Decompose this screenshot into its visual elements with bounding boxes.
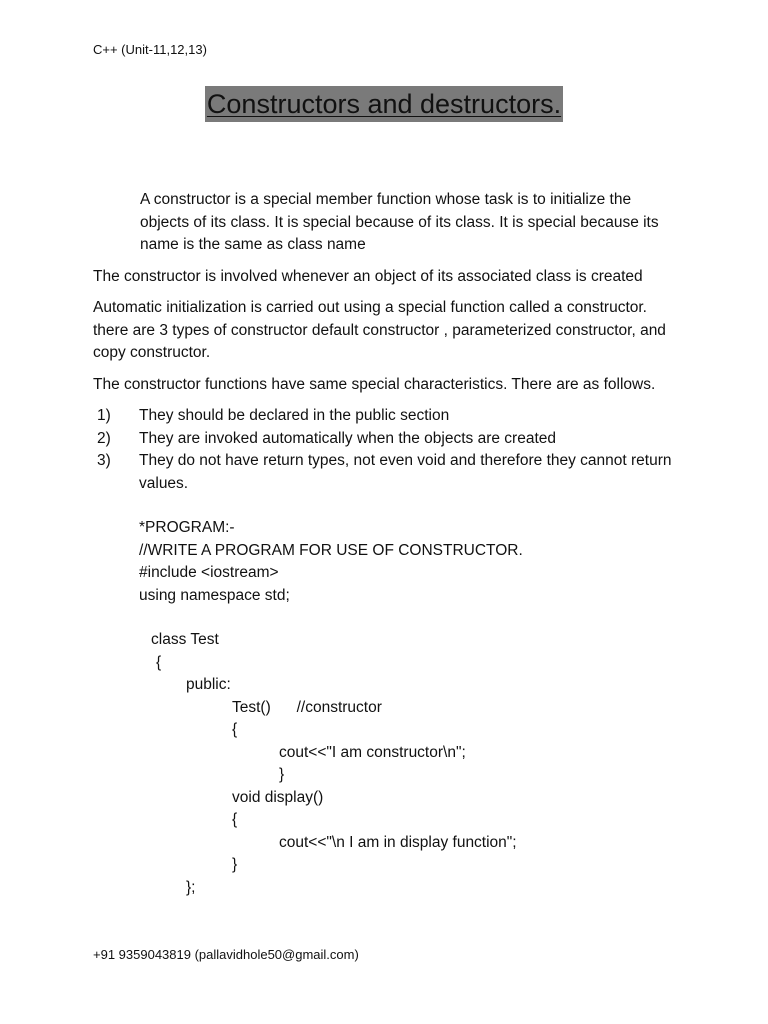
- code-line: #include <iostream>: [139, 564, 279, 581]
- code-line: void display(): [232, 788, 324, 806]
- code-line: {: [232, 811, 238, 828]
- code-line: *PROGRAM:-: [139, 519, 235, 536]
- code-line: {: [232, 721, 238, 738]
- paragraph-characteristics: The constructor functions have same special characteristics. There are as follows.: [93, 375, 656, 393]
- title-container: [0, 86, 768, 122]
- code-line: //WRITE A PROGRAM FOR USE OF CONSTRUCTOR.: [139, 541, 523, 559]
- page-header: C++ (Unit-11,12,13): [93, 42, 207, 57]
- code-line: public:: [186, 676, 231, 693]
- page-title: Constructors and destructors.: [205, 86, 563, 122]
- code-line: };: [186, 878, 196, 896]
- code-line: }: [232, 856, 238, 873]
- code-line: }: [279, 766, 285, 783]
- list-text: They should be declared in the public section: [139, 407, 450, 424]
- list-number: 3): [97, 452, 111, 469]
- code-line: Test() //constructor: [232, 698, 382, 716]
- code-line: cout<<"\n I am in display function";: [279, 833, 517, 851]
- list-item: [93, 450, 683, 495]
- paragraph-automatic-init: Automatic initialization is carried out using a special function called a constructor. there are 3 types of constructor default constructor , parameterized constructor, and copy constructor.: [93, 299, 666, 361]
- paragraph-intro: A constructor is a special member function whose task is to initialize the objects of its class. It is special because of its class. It is special because its name is the same as class name: [140, 191, 659, 253]
- document-body: [93, 189, 683, 899]
- list-item: [93, 405, 683, 428]
- code-line: {: [156, 653, 162, 671]
- list-text: They are invoked automatically when the objects are created: [139, 429, 557, 447]
- code-line: using namespace std;: [139, 586, 290, 604]
- code-block: [93, 517, 683, 899]
- characteristics-list: [93, 405, 683, 495]
- list-text: They do not have return types, not even void and therefore they cannot return values.: [139, 452, 672, 492]
- code-line: class Test: [151, 631, 219, 648]
- page-footer: +91 9359043819 (pallavidhole50@gmail.com): [93, 947, 359, 962]
- list-item: [93, 428, 683, 451]
- list-number: 2): [97, 429, 111, 447]
- code-line: cout<<"I am constructor\n";: [279, 743, 466, 761]
- paragraph-invoked: The constructor is involved whenever an object of its associated class is created: [93, 267, 643, 285]
- list-number: 1): [97, 407, 111, 424]
- code-line-blank: [139, 607, 683, 629]
